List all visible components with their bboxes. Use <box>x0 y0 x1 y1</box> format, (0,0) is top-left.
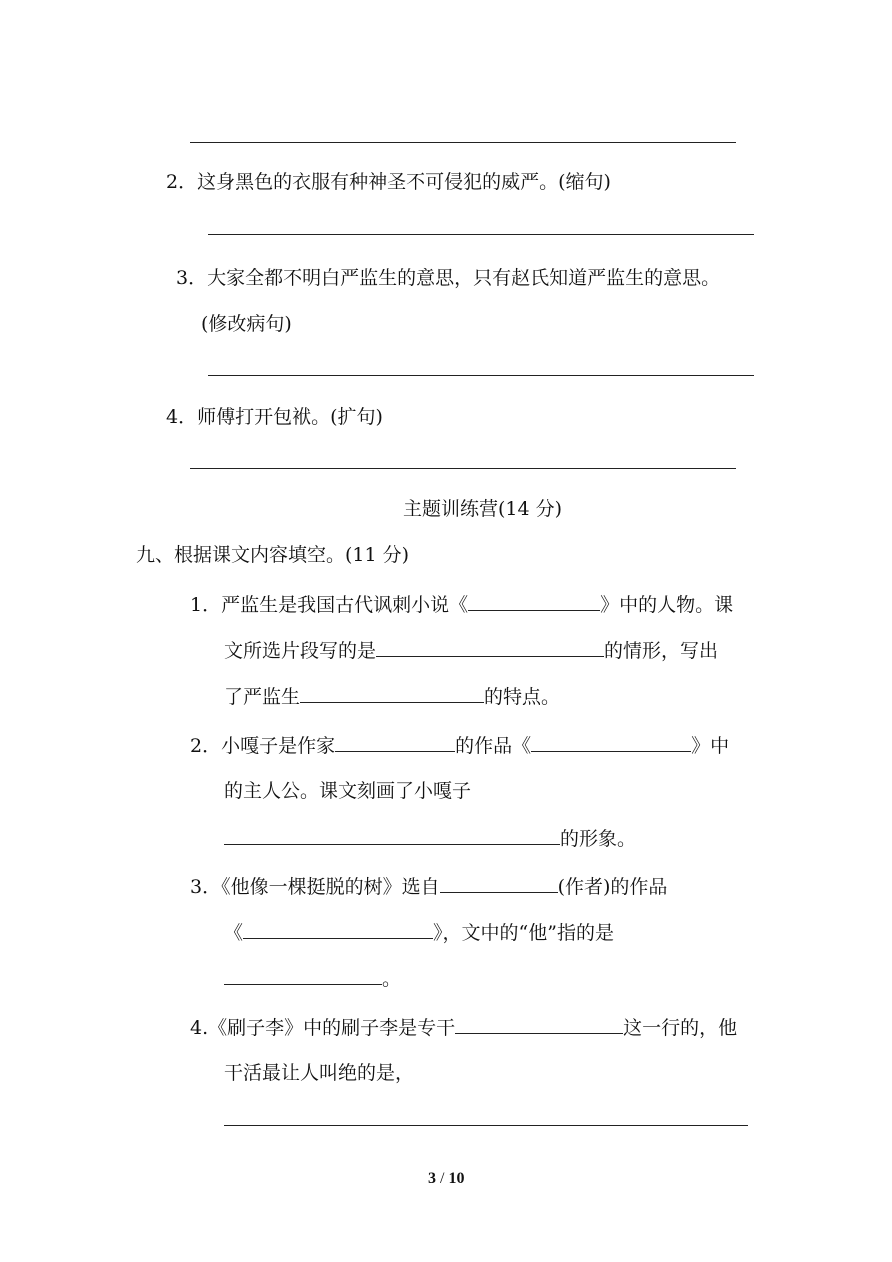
question-number: 3． <box>190 876 222 898</box>
question-tag: (缩句) <box>558 171 611 193</box>
question-text: 了严监生 <box>224 686 301 708</box>
question-9-2-line2: 的主人公。课文刻画了小嘎子 <box>224 780 472 802</box>
page-separator: / <box>436 1170 449 1187</box>
question-text: 的作品《 <box>455 735 532 757</box>
fill-blank[interactable] <box>300 684 484 703</box>
question-8-2 <box>166 170 611 194</box>
question-text: 这身黑色的衣服有种神圣不可侵犯的威严。 <box>197 171 559 193</box>
question-9-4-line1 <box>190 1015 737 1040</box>
question-text: 》中的人物。课 <box>600 594 734 616</box>
question-9-1-line2 <box>224 638 718 663</box>
question-8-3 <box>176 266 720 290</box>
section-title: 主题训练营(14 分) <box>403 498 563 520</box>
question-text: 这一行的，他 <box>623 1017 738 1039</box>
question-number: 4． <box>166 406 198 428</box>
question-9-3-line3 <box>224 966 401 991</box>
question-text: 师傅打开包袱。 <box>197 406 331 428</box>
section-heading: 九、根据课文内容填空。(11 分) <box>136 544 410 566</box>
fill-blank[interactable] <box>335 733 455 752</box>
question-number: 2． <box>190 735 222 757</box>
fill-blank[interactable] <box>224 826 560 845</box>
question-9-2-line1 <box>190 733 729 758</box>
question-text: (作者)的作品 <box>557 876 668 898</box>
answer-line[interactable] <box>208 375 754 376</box>
fill-blank[interactable] <box>243 920 433 939</box>
question-text: 文所选片段写的是 <box>224 640 377 662</box>
question-text: 严监生是我国古代讽刺小说《 <box>221 594 469 616</box>
question-text: 》中 <box>691 735 730 757</box>
answer-line[interactable] <box>190 468 736 469</box>
fill-blank[interactable] <box>224 966 382 985</box>
answer-line[interactable] <box>224 1125 748 1126</box>
page-number <box>428 1170 464 1188</box>
question-9-3-line1 <box>190 874 667 899</box>
fill-blank[interactable] <box>455 1015 623 1034</box>
question-text: 《 <box>224 922 244 944</box>
fill-blank[interactable] <box>376 638 604 657</box>
fill-blank[interactable] <box>531 733 691 752</box>
question-text: 。 <box>382 968 402 990</box>
question-9-1-line1 <box>190 592 733 617</box>
question-text: 的形象。 <box>560 828 637 850</box>
question-text: 小嘎子是作家 <box>221 735 336 757</box>
question-tag: (修改病句) <box>201 313 292 335</box>
question-9-2-line3 <box>224 826 636 851</box>
question-9-4-line2: 干活最让人叫绝的是， <box>224 1062 415 1084</box>
page-current: 3 <box>428 1170 436 1187</box>
fill-blank[interactable] <box>468 592 600 611</box>
question-text: 》，文中的“他”指的是 <box>433 922 614 944</box>
answer-line[interactable] <box>208 234 754 235</box>
question-text: 的特点。 <box>484 686 561 708</box>
question-text: 大家全都不明白严监生的意思，只有赵氏知道严监生的意思。 <box>207 267 721 289</box>
answer-line[interactable] <box>190 142 736 143</box>
page-total: 10 <box>448 1170 465 1187</box>
question-9-1-line3 <box>224 684 560 709</box>
question-9-3-line2 <box>224 920 614 945</box>
question-number: 4. <box>190 1017 209 1039</box>
question-tag: (扩句) <box>330 406 383 428</box>
fill-blank[interactable] <box>440 874 558 893</box>
question-text: 的情形，写出 <box>604 640 719 662</box>
question-text: 《他像一棵挺脱的树》选自 <box>221 876 440 898</box>
question-8-4 <box>166 405 383 429</box>
question-number: 3． <box>176 267 208 289</box>
question-number: 1． <box>190 594 222 616</box>
question-number: 2． <box>166 171 198 193</box>
question-text: 《刷子李》中的刷子李是专干 <box>208 1017 456 1039</box>
